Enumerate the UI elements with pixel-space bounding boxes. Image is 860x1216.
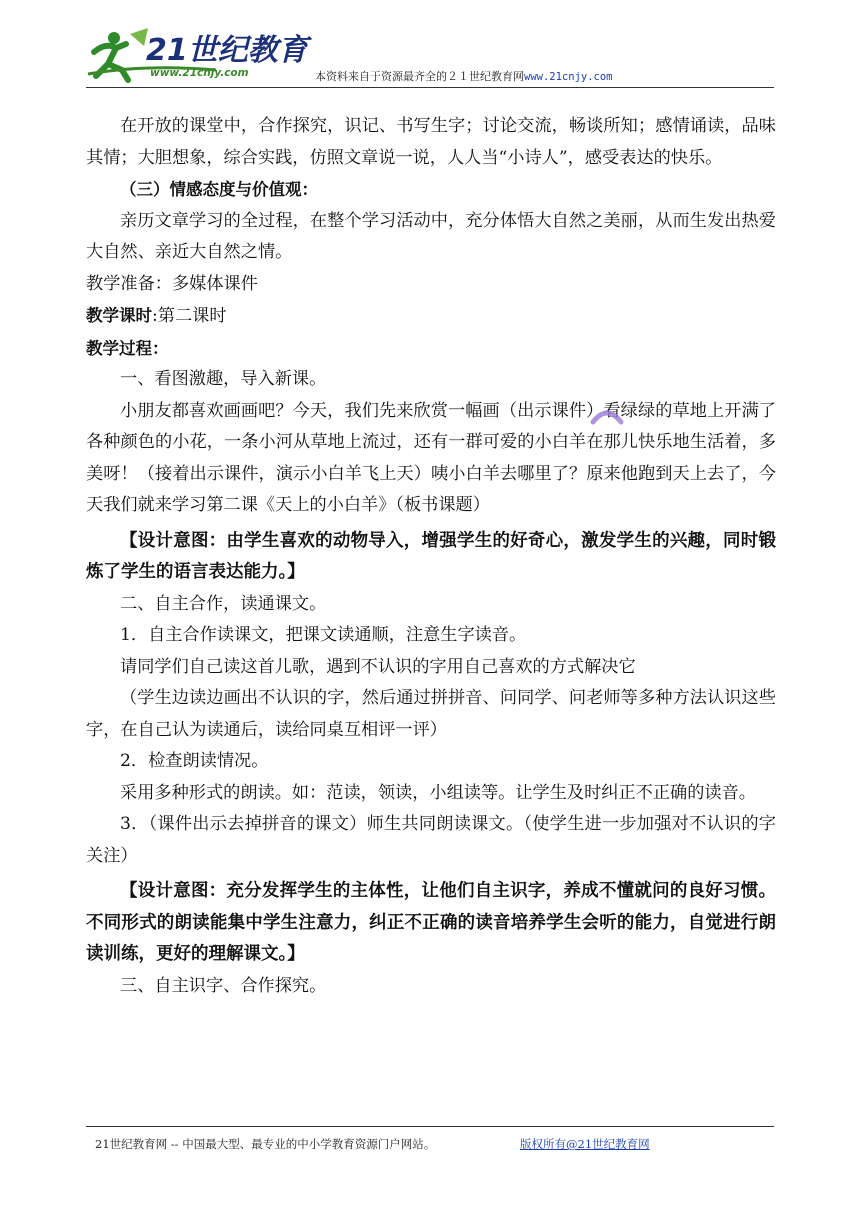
paragraph-emotion-goal: 亲历文章学习的全过程，在整个学习活动中，充分体悟大自然之美丽，从而生发出热爱大自然、亲近大自然之情。 bbox=[86, 210, 776, 262]
teaching-period bbox=[86, 300, 776, 333]
section-2-step-1a: 请同学们自己读这首儿歌，遇到不认识的字用自己喜欢的方式解决它 bbox=[120, 656, 636, 677]
logo-url: www.21cnjy.com bbox=[150, 67, 249, 79]
design-intent-1: 【设计意图：由学生喜欢的动物导入，增强学生的好奇心，激发学生的兴趣，同时锻炼了学生的语言表达能力。】 bbox=[86, 530, 776, 582]
section-1-text: 小朋友都喜欢画画吧？今天，我们先来欣赏一幅画（出示课件）看绿绿的草地上开满了各种颜色的小花，一条小河从草地上流过，还有一群可爱的小白羊在那儿快乐地生活着，多美呀！（接着出示课件，演示小白羊飞上天）咦小白羊去哪里了？原来他跑到天上去了，今天我们就来学习第二课《天上的小白羊》（板书课题） bbox=[86, 400, 776, 515]
heading-emotion-values: （三）情感态度与价值观： bbox=[120, 180, 318, 199]
teaching-process-heading: 教学过程： bbox=[86, 338, 169, 358]
header-divider bbox=[86, 87, 774, 88]
section-1-title: 一、看图激趣，导入新课。 bbox=[120, 369, 327, 389]
source-site-link[interactable]: www.21cnjy.com bbox=[524, 71, 613, 83]
page-header bbox=[86, 24, 776, 86]
logo-wordmark: 21世纪教育 bbox=[146, 33, 308, 68]
source-notice-text: 本资料来自于资源最齐全的２１世纪教育网 bbox=[315, 70, 524, 83]
section-3-title: 三、自主识字、合作探究。 bbox=[120, 975, 327, 996]
section-2-step-3: 3．（课件出示去掉拼音的课文）师生共同朗读课文。（使学生进一步加强对不认识的字关注） bbox=[86, 814, 776, 866]
cursor-arc-icon bbox=[590, 407, 624, 425]
teaching-period-label: 教学课时 bbox=[86, 306, 152, 325]
section-2-title: 二、自主合作，读通课文。 bbox=[120, 593, 327, 614]
section-2-step-2: 2．检查朗读情况。 bbox=[120, 751, 269, 771]
site-logo[interactable] bbox=[86, 24, 308, 84]
page-footer bbox=[95, 1136, 650, 1152]
section-2-step-2a: 采用多种形式的朗读。如：范读，领读，小组读等。让学生及时纠正不正确的读音。 bbox=[120, 782, 756, 803]
footer-copyright-link[interactable]: 版权所有@21世纪教育网 bbox=[520, 1137, 650, 1151]
document-body bbox=[86, 111, 776, 1002]
footer-site-description: 21世纪教育网 -- 中国最大型、最专业的中小学教育资源门户网站。 bbox=[95, 1137, 436, 1151]
footer-divider bbox=[86, 1126, 774, 1127]
section-2-step-1: 1．自主合作读课文，把课文读通顺，注意生字读音。 bbox=[120, 625, 527, 645]
section-2-step-1b: （学生边读边画出不认识的字，然后通过拼拼音、问同学、问老师等多种方法认识这些字，在自己认为读通后，读给同桌互相评一评） bbox=[86, 688, 776, 740]
source-notice bbox=[315, 68, 613, 84]
teaching-period-value: :第二课时 bbox=[152, 306, 227, 326]
paragraph-process-goal: 在开放的课堂中，合作探究，识记、书写生字；讨论交流，畅谈所知；感情诵读，品味其情；大胆想象，综合实践，仿照文章说一说，人人当“小诗人”，感受表达的快乐。 bbox=[86, 116, 776, 168]
teaching-preparation: 教学准备：多媒体课件 bbox=[86, 273, 258, 294]
design-intent-2: 【设计意图：充分发挥学生的主体性，让他们自主识字，养成不懂就问的良好习惯。不同形式的朗读能集中学生注意力，纠正不正确的读音培养学生会听的能力，自觉进行朗读训练，更好的理解课文。】 bbox=[86, 881, 776, 964]
logo-icon bbox=[86, 24, 308, 84]
